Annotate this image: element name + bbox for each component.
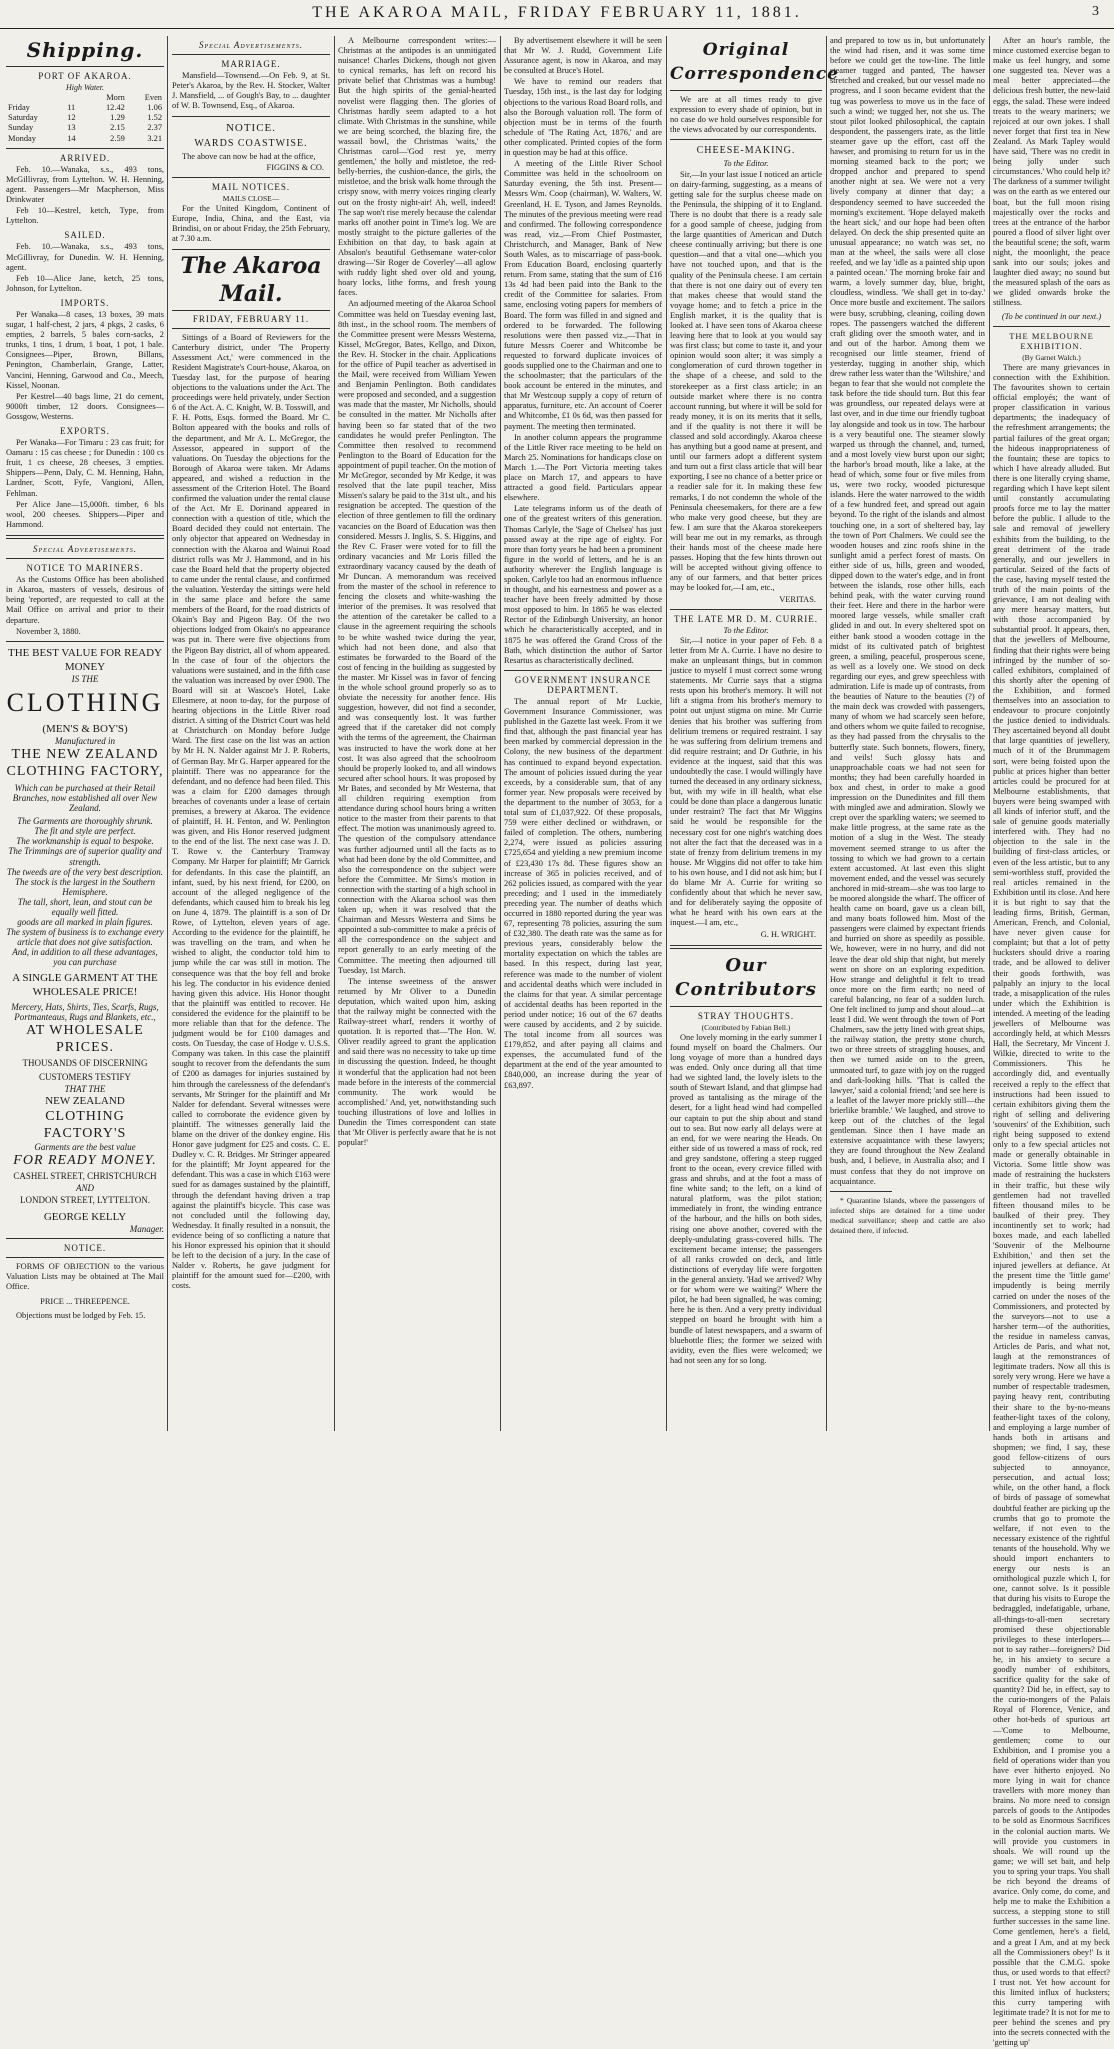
exports-entry: Per Wanaka—For Timaru : 23 cas fruit; for Oamaru : 15 cas cheese ; for Dunedin : 100 cs fruit, 1 cs cheese, 28 cheeses, 3 empties. Shippers—Penn, Daly, C. M. Henning, Hahn, Lardner, Scott, Fyfe, Vangioni, Allen, Fehlman. [6, 438, 164, 498]
tide-date: 14 [67, 133, 76, 143]
paper-date: FRIDAY, FEBRUARY 11. [192, 313, 310, 324]
sailed-heading: SAILED. [64, 230, 106, 241]
ad-line: Which can be purchased at their Retail Branches, now established all over New Zealand. [12, 782, 158, 814]
tide-day: Friday [8, 103, 30, 113]
ad-line: The Garments are thoroughly shrunk. [17, 816, 153, 827]
column-divider [666, 36, 667, 1431]
divider [504, 670, 662, 671]
ad-line: THE BEST VALUE FOR READY MONEY [7, 646, 163, 673]
ad-line: GEORGE KELLY [43, 1211, 127, 1224]
tide-date: 11 [67, 103, 76, 113]
arrived-entry: Feb. 10.—Wanaka, s.s., 493 tons, McGillivray, from Lyttelton. W. H. Henning, agent. Passengers—Mr Macpherson, Miss Drinkwater [6, 164, 164, 205]
contributors-title: Our Contributors [675, 954, 817, 1000]
mariners-heading: NOTICE TO MARINERS. [26, 563, 144, 574]
column-1 [6, 36, 164, 1431]
mariners-date: November 3, 1880. [16, 626, 81, 636]
column-6 [830, 36, 985, 1431]
column-divider [167, 36, 168, 1431]
stray-heading: STRAY THOUGHTS. [697, 1010, 795, 1021]
ad-line: NEW ZEALAND [45, 1094, 125, 1107]
special-ads-heading: Special Advertisements. [199, 40, 303, 50]
column-divider [826, 36, 827, 1431]
column-divider [500, 36, 501, 1431]
mail-notices-heading: MAIL NOTICES. [211, 181, 291, 192]
tide-date: 13 [67, 123, 76, 133]
divider [6, 641, 164, 642]
marriage-heading: MARRIAGE. [221, 59, 281, 70]
ad-line: Manager. [129, 1224, 164, 1235]
ad-line: The tall, short, lean, and stout can be equally well fitted. [17, 896, 153, 917]
ad-line: Mercery, Hats, Shirts, Ties, Scarfs, Rugs, Portmanteaus, Rugs and Blankets, etc., [11, 1001, 159, 1022]
page-number: 3 [1092, 4, 1102, 19]
ad-line: THAT THE [64, 1083, 106, 1094]
ad-line: Garments are the best value [34, 1141, 136, 1152]
ad-line: The workmanship is equal to bespoke. [16, 836, 154, 847]
continued-note: (To be continued in our next.) [1001, 311, 1102, 321]
editorial-article: Sittings of a Board of Reviewers for the Canterbury district, under 'The Property Assessment Act,' were commenced in the Resident Magistrate's Court-house, Akaroa, on Tuesday last, for the purpose of hearing objections to the valuations under the Act. The proceedings were held privately, under Section 6 of the Act. A. C. Knight, W. B. Tosswill, and F. H. Potts, Esqs. formed the Board. Mr C. Bolton appeared with the books and rolls of the department, and Mr A. L. McGregor, the Assessor, appeared in support of the valuations. On Tuesday the objections for the Borough of Akaroa were taken. Mr Adams appeared, and wished a reduction in the assessment of the Criterion Hotel. The Board confirmed the valuation under the rental clause of the Act. Mr E. Dorinand appeared in connection with a question of title, which the Board decided they could not entertain. The only objector that appeared on Wednesday in connection with the Akaroa and Wainui Road district rolls was Mr J. Hammond, and in his case the Board held that the property objected to came under the rental clause, and confirmed the valuation. Yesterday the sittings were held in the same place and before the same members of the Board, for the road districts of Okain's Bay and Pigeon Bay. Of the two objections lodged from Okain's no appearance was put in. There were five objections from the Pigeon Bay district, all of whom appeared. In the case of four of the objectors the valuations were sustained, and in the fifth case the valuation was increased by over £900. The Board will sit at Wascoe's Hotel, Lake Ellesmere, at noon to-day, for the purpose of hearing objections in the Little River road district. A sitting of the District Court was held at Christchurch on Monday before Judge Ward. The first case on the list was an action by Mr H. N. Nalder against Mr J. P. Roberts, of German Bay. Mr G. Harper appeared for the plaintiff. There was no appearance for the defendant, and no defence had been filed. This was a claim for £200 damages through breaches of covenants under a lease of certain premises, a brewery at Akaroa. The evidence of plaintiff, H. H. Fenton, and W. Penlington was given, and His Honor reserved judgment to the end of the list. The next case was J. D. T. Rowe v. the Canterbury Tramway Company. Mr Harper for plaintiff; Mr Garrick for defendants. In this case the plaintiff, an infant, sued, by his next friend, for £200, on account of the alleged negligence of the defendants, which caused him to break his leg on June 4, 1879. The plaintiff is a son of Dr Rowe, of Lyttelton, eleven years of age. According to the evidence for the plaintiff, he was travelling on the tram, and when he wished to alight, the conductor told him to jump while the car was still in motion. The consequence was that the boy fell and broke his leg. The conductor in his evidence denied having given this advice. His Honor thought that the plaintiff was entitled to recover. He considered the evidence for the plaintiff to be more reliable than that for the defence. The judgment would be for £100 damages and costs. On Tuesday, the case of Hodge v. U.S.S. Company was taken. In this case the plaintiff sought to recover from the defendants the sum of £200 as damages for injuries sustained by him through the carelessness of the defendant's servants, Mr Stringer for the plaintiff and Mr Nalder for defendant. Several witnesses were called to corroborate the evidence given by plaintiff. The witnesses generally laid the blame on the driver of the donkey engine. His Honor gave judgment for £25 and costs. C. E. Dudley v. C. R. Bridges. Mr Stringer appeared for the plaintiff; Mr Joynt appeared for the defendant. This was a case in which £163 were sued for as damages sustained by the plaintiff, through the defendant having driven a trap against the plaintiff's bicycle. This case was not concluded until the following day, Wednesday. It finally resulted in a nonsuit, the evidence being of so conflicting a nature that his Honor expressed his opinion that it should be left to the decision of a jury. In the case of Nalder v. Roberts, he gave judgment for plaintiff for the amount sued for—£200, with costs. [172, 332, 330, 1291]
divider [6, 558, 164, 559]
wards-heading: WARDS COASTWISE. [194, 137, 308, 149]
ad-line: The tweeds are of the very best description. [6, 866, 164, 877]
ad-line: CLOTHING FACTORY'S [43, 1108, 127, 1141]
news-article: A meeting of the Little River School Committee was held in the schoolroom on Saturday evening, the 5th inst. Present—Messrs Wm. Coop (chairman), W. Walters, W. Greenland, H. E. Tyson, and James Reynolds. The minutes of the previous meeting were read and confirmed. The following correspondence was read, viz.,—From Chief Postmaster, Christchurch, and Manager, Bank of New South Wales, as to miscarriage of pass-book. From Education Board, enclosing quarterly return. From same, stating that the sum of £16 13s 4d had been paid into the Bank to the credit of the Committee for salaries. From same, enclosing voting papers for members of Board. The form was filled in and signed and ordered to be forwarded. The following resolutions were then passed viz.,—That in future Messrs Coerer and Whitcombe be requested to forward duplicate invoices of goods supplied one to the Chairman and one to the schoolmaster; that the particulars of the book account be entered in the minutes, and that Mr Westcoup supply a copy of return of apparatus, furniture, etc. An account of Coerer and Whitcombe, £1 0s 6d, was then passed for payment. The meeting then terminated. [504, 159, 662, 431]
stray-byline: (Contributed by Fabian Bell.) [701, 1022, 791, 1032]
tide-row [6, 113, 164, 123]
tide-morn: 2.59 [110, 133, 125, 143]
divider [6, 66, 164, 67]
stray-continued: After an hour's ramble, the mince customed exercise began to make us feel hungry, and some one suggested tea. Never was a meal better appreciated—the delicious fresh butter, the new-laid eggs, the salad. These were indeed treats to the weary mariners; we rejoiced at our own jokes. I shall never forget that first tea in New Zealand. As Mark Tapley would have said, 'There was no credit in being jolly under such circumstances.' Who could help it? The darkness of a summer twilight was on the earth as we entered our boat, but the full moon rising majestically over the rocks and trees at the entrance of the harbor poured a flood of silver light over the beautiful scene; the soft, warm night, the moonlight, the peace sank into our souls; jokes and laughter died away; no sound but the measured splash of the oars as we glided onwards broke the stillness. [993, 36, 1110, 308]
to-editor: To the Editor. [723, 625, 769, 635]
mariners-notice: As the Customs Office has been abolished in Akaroa, masters of vessels, desirous of being 'reported', are requested to call at the Mail Office on arrival and prior to their departure. [6, 575, 164, 625]
imports-entry: Per Kestrel—40 bags lime, 21 do cement, 9000ft timber, 12 doors. Consignees—Gossgow, Westerns. [6, 391, 164, 421]
divider [670, 609, 822, 610]
column-3 [338, 36, 496, 1431]
news-article: An adjourned meeting of the Akaroa School Committee was held on Tuesday evening last, 8th inst., in the school room. The members of the Committee present were Messrs Westerna, Kissel, McGregor, Bates, Kellgo, and Dixon, the Rev. H. Stocker in the chair. Applications for the office of Pupil teacher as advertised in the Mail, were received from William Yewen and Benjamin Penlington. Both candidates were proposed and seconded, and a suggestion was made that the master, Mr Nicholls, should be consulted in the matter. Mr Nicholls after having been so far stated that of the two candidates he would prefer Penlington. The Committee then resolved to recommend Penlington to the Board of Education for the appointment of pupil teacher. On the motion of Mr McGregor, seconded by Mr Kedge, it was resolved that the late pupil teacher, Miss Missen's salary be paid to the 31st ult., and his resignation be accepted. The question of the election of three gentlemen to fill the ordinary vacancies on the Board of Education was then considered. Messrs J. Inglis, S. S. Higgins, and the Rev C. Fraser were voted for to fill the ordinary vacancies and Mr Loris filled the extraordinary vacancy caused by the death of Mr Duncan. A memorandum was received from the master of the school in reference to fencing the closets and white-washing the interior of the premises. It was resolved that the attention of the caretaker be called to a clause in the agreement requiring the schools to be white washed twice during the year, which had not been done, and also that estimates be forwarded to the Board of the cost of fencing in the building as suggested by the master. Mr Kissel was in favor of fencing in the whole school ground properly so as to obviate the necessity for another fence. His suggestion, however, did not find a seconder, and was consequently lost. It was further agreed that if the caretaker did not comply with the terms of the agreement, the Chairman was instructed to have the work done at her cost. It was also agreed that the schoolroom should be properly looked to, and all windows secured after school hours. It was proposed by Mr Bates, and seconded by Mr Westerna, that all children requiring exemption from attendance during school hours bring a written notice to the master from their parents to that effect. The motion was unanimously agreed to. The question of the compulsory attendance was further adjourned until all the facts as to what had been done by the old Committee, and also the correspondence on the subject were before the Committee. Mr Sims's motion in connection with the starting of a high school in connection with the Akaroa school was then taken up, when it was resolved that the Chairman and Messrs Westerra and Sims be appointed a sub-committee to make a précis of all the correspondence on the subject and report generally to an early meeting of the Committee. The meeting then adjourned till Tuesday, 1st March. [338, 299, 496, 975]
masthead-title: THE AKAROA MAIL, FRIDAY FEBRUARY 11, 1881. [312, 4, 802, 21]
exports-heading: EXPORTS. [60, 426, 110, 436]
tide-day: Saturday [8, 113, 38, 123]
tide-even: 1.06 [147, 103, 162, 113]
tide-header-cell: Morn [106, 93, 125, 103]
divider [993, 326, 1110, 327]
arrived-entry: Feb 10—Kestrel, ketch, Type, from Lyttelton. [6, 206, 164, 226]
divider [670, 1006, 822, 1007]
wards-signature: FIGGINS & CO. [266, 162, 324, 172]
divider [830, 1191, 892, 1192]
divider [6, 148, 164, 149]
sailed-entry: Feb. 10.—Wanaka, s.s., 493 tons, McGillivray, for Dunedin. W. H. Henning, agent. [6, 242, 164, 272]
divider [670, 90, 822, 91]
imports-entry: Per Wanaka—8 cases, 13 boxes, 39 mats sugar, 1 half-chest, 2 jars, 4 pkgs, 2 casks, 6 empties, 2 barrels, 5 bales corn-sacks, 2 trunks, 1 tins, 1 drum, 1 boat, 1 pot, 1 bale. Consignees—Piper, Brown, Billans, Penington, Chamberlain, Grange, Latter, Vancini, Henning, Garwood and Co., Meech, Kissel, Noonan. [6, 309, 164, 390]
high-water-label: High Water. [66, 83, 104, 93]
correspondence-disclaimer: We are at all times ready to give expression to every shade of opinion, but in no case do we hold ourselves responsible for the views advocated by our correspondents. [670, 95, 822, 135]
tide-row [6, 123, 164, 133]
marriage-notice: Mansfield—Townsend.—On Feb. 9, at St. Peter's Akaroa, by the Rev. H. Stocker, Walter J. Mansfield, ... of Gough's Bay, to ... daughter of W. B. Townsend, Esq., of Akaroa. [172, 71, 330, 111]
tide-even: 1.52 [147, 113, 162, 123]
tide-even: 3.21 [147, 133, 162, 143]
tide-header-row [6, 93, 164, 103]
tide-even: 2.37 [147, 123, 162, 133]
divider [670, 139, 822, 140]
to-editor: To the Editor. [723, 159, 769, 169]
tide-date: 12 [67, 113, 76, 123]
objections-notice: Objections must be lodged by Feb. 15. [16, 1310, 146, 1320]
ad-line: And, in addition to all these advantages, you can purchase [12, 947, 158, 968]
ad-clothing: CLOTHING [6, 687, 164, 717]
mails-close-label: MAILS CLOSE— [222, 194, 280, 204]
divider [172, 177, 330, 178]
divider [172, 328, 330, 329]
letter-body: Sir,—I notice in your paper of Feb. 8 a letter from Mr A. Currie. I have no desire to make an unpleasant things, but in common justice to myself I must correct some wrong statements. Mr Currie says that a stigma rests upon his brother's memory. It will not lift a stigma from his brother's memory to point out unjust stigma on mine. Mr Currie denies that his brother was suffering from delirium tremens or required restraint. I say he was suffering from delirium tremens and did require restraint; and Dr Guthrie, in his evidence at the inquest, said that this was undoubtedly the case. I would willingly have turned the deceased in any ordinary sickness, but, with my wife in ill health, what else could be done than place a dangerous lunatic under restraint? The fact that Mr Wiggins said he would be responsible for the necessary cost for one night's watching does not alter the fact that the deceased was in a state of frenzy from delirium tremens in my house. Mr Wiggins did not offer to take him to his own house, and I did not ask him; but I do blame Mr A. Currie for writing so confidently about that which he never saw, and for deliberately saying the opposite of what he heard with his own ears at the inquest.—I am, etc., [670, 635, 822, 928]
column-divider [334, 36, 335, 1431]
column-4 [504, 36, 662, 1431]
stray-continued: and prepared to tow us in, but unfortunately the wind had risen, and it was some time before we could get the tow-line. The little steamer tugged and panted, The hawser stretched and creaked, but our vessel made no progress, and I soon became evident that the tug was powerless to move us in the face of such a wind; we tugged her, not she us. The stout pilot looked philosophical, the captain despondent, the passengers irate, as the little steamer gave up the effort, cast off the hawser, and promising to return for us in the morning steamed back to the port; we dropped anchor and prepared to spend another night at sea. We were not a very lively company at dinner that day; a despondency seemed to have succeeded the morning's excitement. 'Hope delayed maketh the heart sick,' and our hope had been often delayed. On deck the ship presented quite an unusual appearance; no watch was set, no man at the wheel, the sails were all close reefed, and we lay 'idle as a painted ship upon a painted ocean.' The morning broke fair and warm, a lovely summer day, blue, bright, cloudless, windless. 'We shall get in to-day.' Once more bustle and excitement. The sailors were busy, scrubbing, cleaning, coiling down ropes. The passengers watched the different craft gliding over the smooth water, and in and out of the harbor. Among them we recognised our little steamer, friend of yesterday, tugging in another ship, which drew rather less water than the 'Wiltshire,' and began to fear that she would not complete the task before the tide should turn. But this fear was groundless, our repeated delays were at last over, and in due time our friendly tugboat lay alongside and took us in tow. The harbour is a very beautiful one. The steamer slowly warped us through the channel, and, turned, and a most lovely view burst upon our sight; the harbor's broad mouth, like a lake, at the head of which, some four or five miles from us, were two rocky, wooded picturesque islands. Here the water narrowed to the width of a few hundred feet, and spread out again beyond. To the right of the islands and almost touching one, in a sort of sheltered bay, lay the town of Port Chalmers. We could see the wooden houses and zinc roofs shine in the sunlight amid a perfect forest of masts. On either side of us, hills, green and wooded, dipped down to the water's edge, and in front between the islands, rose other hills, each behind peak, with the water curving round their feet. Here and there in the harbor were moored large vessels, while smaller craft glided in and out. In every sheltered spot on either bank stood a wooden cottage in the midst of its cultivated patch of brightest green, a smiling, peaceful, prosperous scene, as well as a lovely one. We stood on deck regarding our eyes, and grew speechless with admiration. Life is made up of contrasts, from the beauties of Nature to the beauties (?) of the main deck was crowded with passengers, many of whom we had scarcely seen before, and others whom we quite failed to recognise, as they had passed from the chrysalis to the butterfly state. Such bonnets, flowers, finery, and veils! Such glossy hats and unapproachable coats we had not seen for months; they had been carefully hoarded in box and chest, in order to make a good impression on the Dunedinites and fill them with mingled awe and admiration. Slowly we crept over the sparkling waters; we seemed to make little progress, at the same rate as the motion of a slug in the West. The steady movement seemed strange to us after the tossing to which we had grown to a certain extent accustomed. At last even this slight movement ended, and the vessel was securely anchored in mid-stream—she was too large to be moored alongside the wharf. The officer of health came on board, gave us a clean bill, and many boats followed him. Most of the passengers were claimed by expectant friends and hurried on shore as speedily as possible. We, however, were in no hurry, and did not leave the dear old ship that night, but merely went on shore on an exploring expedition. How strange and delightful it felt to tread once more on the firm earth; no need of careful balancing, no fear of a sudden lurch. One felt inclined to jump and shout aloud—at least I did. We went through the town of Port Chalmers, saw the jetty lined with great ships, the railway station, the pretty stone church, two or three streets of straggling houses, and then we turned aside on to the green, unmoated turf, to gaze with joy on the rugged and dark-looking hills. 'That is called the lawyer,' said a colonial friend; 'and see here is a leaflet of the lawyer more prickly still—the brierlike bramble.' We laughed, and strove to keep out of the clutches of the legal gentleman. Since then I have made an extensive acquaintance with these lawyers; they are found throughout the New Zealand bush, and, I believe, in Australia also; and I must confess that they do not improve on acquaintance. [830, 36, 985, 1186]
divider [6, 1257, 164, 1258]
divider [670, 945, 822, 949]
news-article: A Melbourne correspondent writes:—Christmas at the antipodes is an unmitigated nuisance! Charles Dickens, though not given to cynical remarks, has left on record his private belief that Christmas was a humbug! But the high spirits of the genial-hearted novelist were flagging then. The glories of Christmas hardly seem adapted to a hot climate. With Christmas in the sunshine, while we are being scorched, the blazing fire, the wassail bowl, the Christmas 'waits,' the Christmas carol—'God rest ye, merry gentlemen,' the holly and mistletoe, the red-belly-berries, the cushion-dance, the girls, the mistletoe, and the brisk walk home through the crispy snow, with merry voices ringing clearly out on the frosty night-air! Ah, well, indeed! The sap won't rise merely because the calendar marks off another point in Time's log. We are mostly straight to the picture galleries of the Exhibition on that day, to bask again at Absalon's beautiful Gethsemane water-color drawing—'Sir Roger de Coverley'—all aglow with ruddy light shed over old and young, hoary locks, lithe forms, and fresh young faces. [338, 36, 496, 298]
stray-body: One lovely morning in the early summer I found myself on board the Chalmers. Our long voyage of more than a hundred days was ended. Only once during all that time had we sighted land, the lovely islets to the south of Stewart Island, and that glimpse had proved as tantalising as the mirage of the desert, for a light head wind had compelled our captain to put the ship about and stand out to sea. But now early all delays were at an end, for we were nearing the Heads. On either side of us towered a mass of rock, red and grey sandstone, offering a steep rugged front to the ocean, every crevice filled with grass and shrubs, and at the foot a mass of fine white sand; to the left, on a kind of natural platform, was the pilot station; immediately in front, the winding entrance of the harbour, and the hills on both sides, rising one above another, covered with the deeply-undulating grass-covered hills. The excitement became intense; the passengers of all ranks crowded on deck, and little distinctions of everyday life were forgotten in the general anxiety. 'Had we arrived? Why or for whom were we waiting?' Where the pilot, he had been signalled, he was coming; here he is then. And a very pretty individual stepped on board he brought with him a bundle of latest newspapers, and a swarm of bluebottle flies; the former we seized with avidity, even the flies were welcomed; we had not seen any for so long. [670, 1032, 822, 1365]
ad-line: CLOTHING FACTORY, [6, 763, 164, 779]
ad-line: The stock is the largest in the Southern Hemisphere. [15, 876, 155, 897]
gov-insurance-heading: GOVERNMENT INSURANCE DEPARTMENT. [514, 674, 652, 695]
footnote: * Quarantine Islands, where the passengers of infected ships are detained for a time under medical surveillance; sheep and cattle are also detained there, if infected. [830, 1195, 985, 1235]
tide-table [6, 93, 164, 143]
column-2 [172, 36, 330, 1431]
ad-line: AT WHOLESALE PRICES. [26, 1022, 144, 1055]
column-divider [989, 36, 990, 1431]
divider [172, 116, 330, 117]
tide-morn: 12.42 [105, 103, 125, 113]
letter-body: Sir,—In your last issue I noticed an article on dairy-farming, suggesting, as a means of getting sale for the surplus cheese made on the Peninsula, the shipping of it to England. There is no doubt that there is a ready sale for a good sample of cheese, judging from the large quantities of American and Dutch cheese continually arriving; but there is one question—and that a vital one—which you have not touched upon, and that is the quality of the Peninsula cheese. I am certain that there is not one dairy out of every ten that makes cheese that would stand the voyage home; and to fetch a price in the English market, it is the quality that is looked at. I have seen tons of Akaroa cheese leaving here that to look at you would say was first class; but come to taste it, and your opinion would soon alter; it was simply a conglomeration of curd thrown together in the shape of a cheese, and sold to the storekeeper as a first class article; in an outside market where there is no contra account running, but where it will be sold for ready money, it is on its merits that it sells, and if the quality is not there it will be classed and sold accordingly. Akaroa cheese has anything but a good name at present, and until our farmers adopt a different system and turn out a first class article that will bear exporting, I see no chance of a better price or a readier sale for it. In making these few remarks, I do not condemn the whole of the Peninsula cheesemakers, for there are a few who make very good cheese, but they are few. I am sure that the Akaroa storekeepers will bear me out in my remarks, as through their hands most of the cheese made here passes. Hoping that the few hints thrown out will be accepted without giving offence to any of our farmers, and that better prices may be looked for,—I am, etc., [670, 169, 822, 593]
ad-line: THOUSANDS OF DISCERNING CUSTOMERS TESTIFY [22, 1057, 148, 1082]
ad-line: (MEN'S & BOY'S) [42, 722, 128, 735]
sailed-entry: Feb 10—Alice Jane, ketch, 25 tons, Johnson, for Lyttelton. [6, 273, 164, 293]
shipping-heading: Shipping. [26, 38, 144, 62]
correspondence-title: Original Correspondence [670, 40, 839, 84]
tide-day: Sunday [8, 123, 34, 133]
clothing-advertisement [6, 646, 164, 1234]
ad-line: LONDON STREET, LYTTELTON. [20, 1195, 150, 1206]
masthead [0, 4, 1114, 26]
paper-title: The Akaroa Mail. [172, 249, 330, 311]
ad-line: IS THE [71, 673, 99, 684]
ad-line: The system of business is to exchange every article that does not give satisfaction. [6, 927, 164, 948]
ad-line: FOR READY MONEY. [13, 1152, 157, 1168]
mails-body: For the United Kingdom, Continent of Europe, India, China, and the East, via Brindisi, on or about Friday, the 25th February, at 7.30 a.m. [172, 204, 331, 244]
ad-line: AND [76, 1182, 94, 1193]
ad-line: goods are all marked in plain figures. [17, 917, 153, 928]
masthead-rule [0, 28, 1114, 29]
ad-line: CASHEL STREET, CHRISTCHURCH [13, 1170, 157, 1181]
news-article: We have to remind our readers that Tuesday, 15th inst., is the last day for lodging objections to the various Road Board rolls, and also the Borough valuation roll. The form of objection must be in terms of the fourth schedule of 'The Rating Act, 1876,' and are other complicated. Printed copies of the form in question may be had at this office. [504, 77, 662, 158]
column-7 [993, 36, 1110, 2048]
ad-line: The fit and style are perfect. [34, 826, 136, 837]
arrived-heading: ARRIVED. [59, 152, 111, 163]
wards-body: The above can now be had at the office, [182, 151, 316, 161]
news-article: The intense sweetness of the answer returned by Mr Oliver to a Dunedin deputation, which waited upon him, asking that the railway might be connected with the Railway-street wharf, renders it worthy of quotation. It is reported that—'The Hon. W. Oliver readily agreed to grant the application and said there was no necessity to take up time in discussing the question. Indeed, he thought it wonderful that the application had not been made before in the interests of the commercial community. The work would be accomplished.' And, yet, notwithstanding such touching illustrations of love and lollies in Dunedin the Times correspondent can state that 'Mr Oliver is perfectly aware that he is not popular!' [338, 976, 496, 1148]
letter-signature: VERITAS. [779, 594, 816, 604]
ad-line: The Trimmings are of superior quality and strength. [8, 846, 162, 867]
ad-line: A SINGLE GARMENT AT THE WHOLESALE PRICE! [12, 971, 158, 998]
letter-heading: THE LATE MR D. M. CURRIE. [674, 613, 818, 624]
melbourne-byline: (By Garnet Walch.) [1022, 352, 1081, 362]
imports-heading: IMPORTS. [60, 297, 110, 308]
port-heading: PORT OF AKAROA. [38, 71, 132, 81]
tide-header-cell [65, 93, 87, 103]
ad-line: Manufactured in [55, 735, 115, 746]
notice-heading: NOTICE. [225, 121, 277, 134]
divider [6, 535, 164, 539]
news-article: In another column appears the programme of the Little River race meeting to be held on March 25. Nominations for handicaps close on March 1.—The Port Victoria meeting takes place on March 17, and appears to have attracted a good field. Particulars appear elsewhere. [504, 432, 662, 503]
letter-signature: G. H. WRIGHT. [760, 929, 816, 939]
melbourne-heading: THE MELBOURNE EXHIBITION. [1009, 330, 1094, 351]
exports-entry: Per Alice Jane—15,000ft. timber, 6 bls wool, 200 cheeses. Shippers—Piper and Hammond. [6, 499, 164, 529]
price-line: PRICE ... THREEPENCE. [40, 1296, 130, 1306]
divider [6, 1238, 164, 1239]
ad-line: THE NEW ZEALAND [11, 746, 159, 762]
tide-header-cell [6, 93, 65, 103]
tide-morn: 1.29 [110, 113, 125, 123]
tide-header-cell: Even [144, 93, 162, 103]
forms-notice: FORMS OF OBJECTION to the various Valuation Lists may be obtained at The Mail Office. [6, 1262, 164, 1292]
news-article: By advertisement elsewhere it will be seen that Mr W. J. Rudd, Government Life Assurance agent, is now in Akaroa, and may be consulted at Bruce's Hotel. [504, 36, 662, 76]
news-article: Late telegrams inform us of the death of one of the greatest writers of this generation. Thomas Carlyle, the 'Sage of Chelsea' has just passed away at the ripe age of eighty. For more than forty years he had been a prominent figure in the world of letters, and he is an authority wherever the English language is spoken. Carlyle too had an enormous influence in thought, and his earnestness and power as a teacher have been freely admitted by those most opposed to him. In 1865 he was elected Rector of the Edinburgh University, an honor which he characteristically accepted, and in 1875 he was offered the Grand Cross of the Bath, which distinction the author of Sartor Resartus as characteristically declined. [504, 504, 662, 665]
tide-day: Monday [8, 133, 36, 143]
tide-row [6, 103, 164, 113]
letter-heading: CHEESE-MAKING. [696, 145, 796, 157]
notice-heading: NOTICE. [63, 1243, 107, 1254]
column-5 [670, 36, 839, 1431]
tide-morn: 2.15 [110, 123, 125, 133]
gov-insurance-article: The annual report of Mr Luckie, Government Insurance Commissioner, was published in the Gazette last week. From it we find that, although the past financial year has been marked by commercial depression in the Colony, the new business of the department has continued to expand beyond expectation. The amount of policies issued during the year exceeds, by a considerable sum, that of any former year. New proposals were received by the department to the number of 3053, for a total sum of £1,037,922. Of these proposals, 759 were either declined or withdrawn, or failed of completion. The others, numbering 2,274, were issued as policies assuring £725,654 and yielding a new premium income of £23,430 17s 8d. These figures show an increase of 365 in policies received, and of 262 policies issued, as compared with the year preceding; and I used in the immediately preceding year. The number of deaths which occurred in 1880 reported during the year was 67, representing 78 policies, assuring the sum of £32,380. The death rate was the same as for previous years, considerably below the mortality expectation on which the tables are based. In this respect, during last year, reference was made to the number of violent and accidental deaths which were included in the claims for that year. A similar percentage of accidental deaths has been reported in the period under notice; 16 out of the 67 deaths were caused by accidents, and 2 by suicide. The total income from all sources was £179,852, and after paying all claims and expenses, the accumulated fund of the department at the end of the year amounted to £840,000, an increase during the year of £63,897. [504, 697, 662, 1090]
divider [172, 54, 330, 55]
melbourne-body: There are many grievances in connection with the Exhibition. The favourites shown to certain official employés; the want of proper classification in various departments; the inadequacy of the refreshment arrangements; the partial failures of the great organ; the hideous inappropriateness of the fountain; these are topics to which I have already alluded. But there is one literally crying shame, regarding which I have kept silent until constantly accumulating proofs force me to lay the matter before the public. I allude to the sale and removal of jewellery exhibits from the building, to the great detriment of the trade generally, and our jewellers in particular. Seized of the facts of the case, having myself tested the truth of the main points of the grievance, I am not dealing with any mere hearsay matters, but with those accompanied by substantial proof. It appears, then, that the jewellers of Melbourne, finding that their rights were being infringed by the number of so-called exhibitors, complained of this shortly after the opening of the Exhibition, and formed themselves into an association to endeavour to procure conjointly the justice denied to individuals. They ascertained beyond all doubt that large quantities of jewellery, much of it of the Brummagem sort, were being foisted upon the public at prices higher than better articles could be procured for at Melbourne establishments, that buyers were being swamped with all kinds of inferior stuff, and the sale of genuine goods materially interfered with. They had no objection to the sale in the building of first-class articles, or even of the less artistic, but to any semi-worthless stuff, provided the real articles remained in the Exhibition until its close. And here it is but right to say that the leading firms, British, German, American, French, and Colonial, have never given cause for complaint; but that a lot of petty hucksters should drive a roaring trade, and be allowed to deliver their goods forthwith, was palpably an injury to the local trade, a misapplication of the rules under which the Exhibition is intended. A meeting of the leading jewellers of Melbourne was accordingly held, at which Messrs Hall, the Secretary, Mr Vincent J. Wilkie, directed to write to the Commissioners. This he accordingly did, and eventually received a reply to the effect that instructions had been issued to certain exhibitors giving them the right of selling and delivering 'souvenirs' of the Exhibition, such right being supposed to extend only to a few special articles not made or generally obtainable in Victoria. Some little show was made of restraining the hucksters in their traffic, but these wily gentlemen had not travelled fifteen thousand miles to be baulked of their prey. They incontinently set to work; had boxes made, and each labelled 'Souvenir of the Melbourne Exhibition,' and then set the injured jewellers at defiance. At the present time the 'little game' impudently is being merrily carried on under the noses of the Commissioners, and protected by the surveyors—not to use a harsher term—of the authorities, the residue in nameless canvas, Articles de Paris, and what not, laugh at the remonstrances of legitimate traders. Now all this is sorely very wrong. Here we have a number of respectable tradesmen, paying heavy rent, contributing their share to the by-no-means feather-light taxes of the colony, and employing a large number of hands both in artisans and shopmen; we find, I say, these good fellow-citizens of ours subjected to annoyance, persecution, and actual loss; while, on the other hand, a flock of birds of passage of somewhat doubtful feather are picking up the crumbs that go to promote the welfare, if not even to the necessary existence of the rightful tenants of the household. Why we should import enchanters to energy our nests is an ornithological puzzle which I, for one, cannot solve. Is it possible that during his visits to Europe the bedraggled, indefatigable, urbane, all-things-to-all-men secretary promised these objectionable privileges to these interlopers—not to say rather—foreigners? Did he, in his anxiety to secure a goodly number of exhibitors, sacrifice quality for the sake of quantity? Did he, in effect, say to the curio-mongers of the Palais Royal of Florence, Venice, and other hot-beds of spurious art—'Come to Melbourne, gentlemen; come to our Exhibition, and I promise you a field of operations wider than you have ever hitherto enjoyed. No more lying in wait for chance travellers with more money than brains. No more need to consign parcels of goods to the Antipodes to be sold as Enormous Sacrifices in the colonial auction marts. We will provide you customers in shoals. We will round up the game; we will set bait, and help you to spring your traps. You shall be rich beyond the dreams of avarice. Only come, do come, and help me to make the Exhibition a success, a stepping stone to still further successes in the same line. Come gentlemen, here's a field, and a great I Am, and at my beck all the Commissioners obey!' Is it possible that the C.M.G. spoke thus, or used words to that effect? I trust not. Yet how account for this limited influx of hucksters; this curry tampering with legitimate trade? It is not for me to peer behind the scenes and pry into the secrets connected with the 'getting up' [993, 362, 1110, 2048]
special-ads-heading: Special Advertisements. [33, 543, 137, 554]
tide-row [6, 134, 164, 144]
